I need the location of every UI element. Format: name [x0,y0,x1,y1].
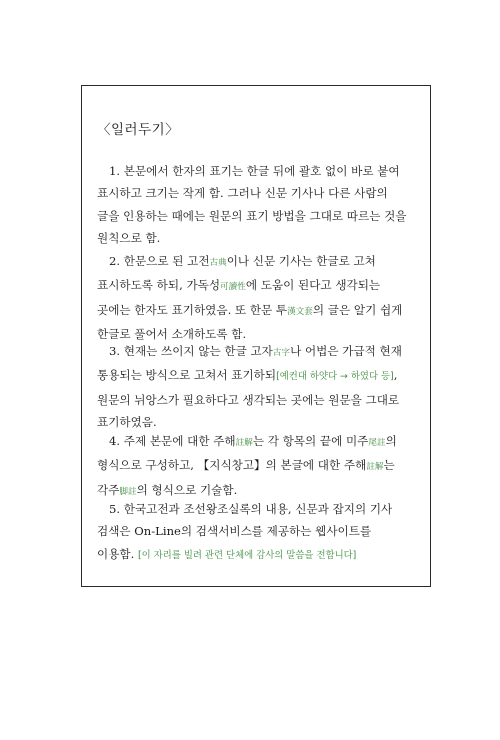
hanja-gloss: 脚註 [119,486,137,497]
note-1-line-4: 원칙으로 함. [97,231,161,246]
hanja-gloss: 註解 [235,438,253,448]
note-item-3 [97,340,417,434]
note-2-line-2 [97,274,417,298]
note-5-line-2: 검색은 On-Line의 검색서비스를 제공하는 웹사이트를 [97,524,372,539]
note-2-line-1 [97,250,417,274]
text: 각주 [97,482,120,497]
text: 에 도움이 된다고 생각되는 [245,278,381,293]
text: 통용되는 방식으로 고쳐서 표기하되 [97,368,277,383]
note-item-1 [97,160,417,250]
page-title: 〈일러두기〉 [97,122,180,138]
note-5-line-1: 5. 한국고전과 조선왕조실록의 내용, 신문과 잡지의 기사 [109,502,393,516]
hanja-gloss: 尾註 [368,438,386,448]
note-4-line-2 [97,454,417,478]
text: 3. 현재는 쓰이지 않는 한글 고자 [109,344,273,358]
text: 2. 한문으로 된 고전 [109,254,210,268]
text: 곳에는 한자도 표기하였음. 또 한문 투 [97,302,288,317]
note-2-line-3 [97,299,417,323]
hanja-gloss: 漢文套 [287,306,313,317]
hanja-gloss: 註解 [366,462,384,473]
note-3-line-3: 원문의 뉘앙스가 필요하다고 생각되는 곳에는 원문을 그대로 [97,392,400,407]
note-1-line-3: 글을 인용하는 때에는 원문의 표기 방법을 그대로 따르는 것을 [97,208,407,223]
text: 표시하도록 하되, 가독성 [97,278,221,293]
hanja-gloss: 可讀性 [220,282,246,293]
note-item-2 [97,250,417,346]
text: 형식으로 구성하고, 【지식창고】의 본글에 대한 주해 [97,458,367,473]
note-2-line-4: 한글로 풀어서 소개하도록 함. [97,327,247,342]
note-3-line-2 [97,364,417,388]
text: 나 어법은 가급적 현재 [290,344,402,358]
note-5-line-3 [97,543,417,567]
text: 는 [383,458,395,473]
text: 의 형식으로 기술함. [136,482,238,497]
text: 이용함. [97,546,135,561]
example-note: [예컨대 하얏다 → 하였다 등] [276,371,394,383]
hanja-gloss: 古典 [209,258,227,268]
note-item-5 [97,498,417,567]
text: 는 각 항목의 끝에 미주 [252,434,369,448]
acknowledgment-note: [이 자리를 빌려 관련 단체에 감사의 말씀을 전합니다] [137,549,357,561]
text: 이나 신문 기사는 한글로 고쳐 [226,254,376,268]
text: 4. 주제 본문에 대한 주해 [109,434,236,448]
text: 의 글은 알기 쉽게 [312,302,403,317]
note-item-4 [97,430,417,503]
text: , [393,368,398,383]
note-1-line-1: 1. 본문에서 한자의 표기는 한글 뒤에 괄호 없이 바로 붙여 [109,164,400,178]
text: 의 [385,434,397,448]
hanja-gloss: 古字 [272,348,291,358]
note-1-line-2: 표시하고 크기는 작게 함. 그러나 신문 기사나 다른 사람의 [97,186,388,201]
note-3-line-4: 표기하였음. [97,415,157,430]
note-3-line-1 [97,340,417,364]
note-4-line-1 [97,430,417,454]
